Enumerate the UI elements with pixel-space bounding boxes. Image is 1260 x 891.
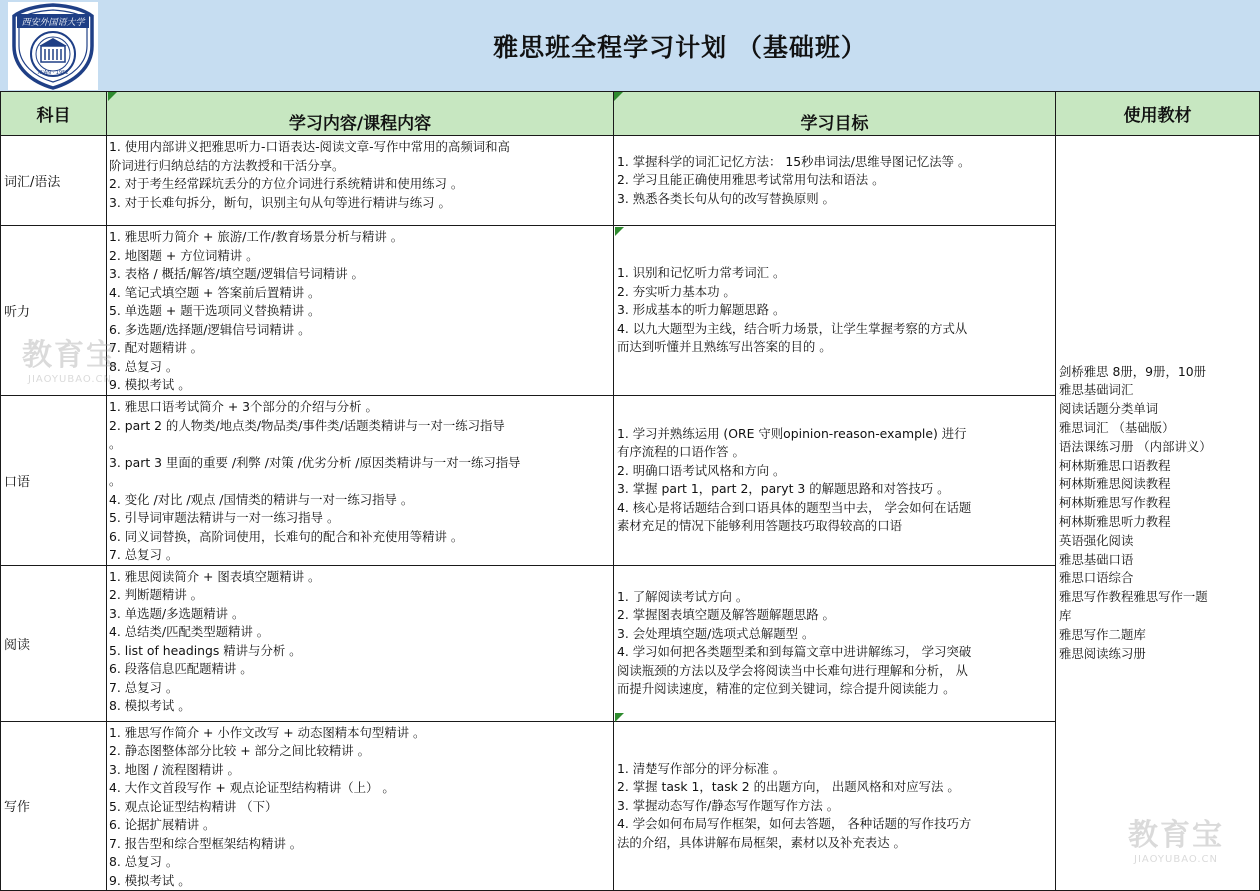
svg-text:XI'AN · 1952: XI'AN · 1952 xyxy=(37,70,69,76)
content-line: 3. 地图 / 流程图精讲 。 xyxy=(109,761,240,777)
goal-line: 3. 掌握 part 1，part 2，paryt 3 的解题思路和对答技巧 。 xyxy=(617,481,950,497)
goal-line: 2. 夯实听力基本功 。 xyxy=(617,283,736,299)
content-line: 1. 雅思写作简介 + 小作文改写 + 动态图精本句型精讲 。 xyxy=(109,724,426,740)
content-line: 4. 变化 /对比 /观点 /国情类的精讲与一对一练习指导 。 xyxy=(109,491,414,507)
goal-line: 而提升阅读速度，精准的定位到关键词，综合提升阅读能力 。 xyxy=(617,681,956,696)
header-materials: 使用教材 xyxy=(1056,92,1260,136)
goal-line: 1. 掌握科学的词汇记忆方法： 15秒串词法/思维导图记忆法等 。 xyxy=(617,153,971,169)
subject-cell: 写作 xyxy=(1,721,107,891)
content-line: 2. 地图题 + 方位词精讲 。 xyxy=(109,247,259,263)
header-subject: 科目 xyxy=(1,92,107,136)
goal-line: 1. 学习并熟练运用 (ORE 守则opinion-reason-example) 进行 xyxy=(617,425,967,441)
goal-line: 1. 了解阅读考试方向 。 xyxy=(617,588,749,604)
material-item: 雅思口语综合 xyxy=(1059,570,1134,586)
material-item: 柯林斯雅思口语教程 xyxy=(1059,457,1171,473)
content-line: 3. part 3 里面的重要 /利弊 /对策 /优劣分析 /原因类精讲与一对一练习指导 xyxy=(109,454,521,470)
content-line: 7. 总复习 。 xyxy=(109,679,179,695)
goal-line: 阅读瓶颈的方法以及学会将阅读当中长难句进行理解和分析， 从 xyxy=(617,662,968,678)
content-line: 1. 雅思阅读简介 + 图表填空题精讲 。 xyxy=(109,568,321,584)
header-content: 学习内容/课程内容 xyxy=(107,92,614,136)
university-emblem-icon xyxy=(8,2,98,90)
goal-line: 有序流程的口语作答 。 xyxy=(617,444,745,460)
content-line: 。 xyxy=(109,436,122,451)
goal-line: 4. 学习如何把各类题型柔和到每篇文章中进讲解练习， 学习突破 xyxy=(617,644,972,659)
subject-cell: 词汇/语法 xyxy=(1,136,107,226)
watermark: 教育宝 JIAOYUBAO.CN xyxy=(1128,818,1224,865)
goal-line: 2. 掌握图表填空题及解答题解题思路 。 xyxy=(617,607,835,622)
goal-line: 1. 识别和记忆听力常考词汇 。 xyxy=(617,265,786,281)
content-line: 6. 多选题/选择题/逻辑信号词精讲 。 xyxy=(109,321,311,337)
content-line: 9. 模拟考试 。 xyxy=(109,872,191,888)
material-item: 雅思阅读练习册 xyxy=(1059,645,1146,661)
subject-cell: 口语 xyxy=(1,396,107,566)
content-line: 8. 总复习 。 xyxy=(109,358,179,374)
goals-cell xyxy=(614,136,1056,226)
content-line: 3. 表格 / 概括/解答/填空题/逻辑信号词精讲 。 xyxy=(109,266,364,281)
title-banner xyxy=(0,0,1260,91)
goal-line: 而达到听懂并且熟练写出答案的目的 。 xyxy=(617,339,832,355)
goal-line: 1. 清楚写作部分的评分标准 。 xyxy=(617,760,786,776)
content-line: 3. 单选题/多选题精讲 。 xyxy=(109,605,245,621)
cell-marker-icon xyxy=(108,92,117,101)
goal-line: 3. 会处理填空题/选项式总解题型 。 xyxy=(617,625,815,641)
content-line: 2. 判断题精讲 。 xyxy=(109,587,204,602)
content-cell xyxy=(107,565,614,721)
goal-line: 4. 学会如何布局写作框架，如何去答题， 各种话题的写作技巧方 xyxy=(617,816,972,831)
material-item: 语法课练习册 （内部讲义） xyxy=(1059,438,1212,454)
material-item: 阅读话题分类单词 xyxy=(1059,401,1159,417)
content-line: 。 xyxy=(109,473,122,488)
material-item: 剑桥雅思 8册，9册，10册 xyxy=(1059,363,1206,379)
content-line: 3. 对于长难句拆分，断句，识别主句从句等进行精讲与练习 。 xyxy=(109,194,451,210)
cell-marker-icon xyxy=(615,227,624,236)
content-line: 8. 模拟考试 。 xyxy=(109,698,191,713)
material-item: 雅思写作教程雅思写作一题 xyxy=(1059,589,1208,605)
content-line: 1. 雅思听力简介 + 旅游/工作/教育场景分析与精讲 。 xyxy=(109,229,404,244)
watermark: 教育宝 JIAOYUBAO.CN xyxy=(22,338,118,385)
material-item: 雅思基础词汇 xyxy=(1059,382,1134,398)
content-line: 2. 静态图整体部分比较 + 部分之间比较精讲 。 xyxy=(109,743,370,758)
goal-line: 法的介绍，具体讲解布局框架，素材以及补充表达 。 xyxy=(617,834,906,850)
content-line: 5. 观点论证型结构精讲 （下） xyxy=(109,798,278,814)
logo-lettering: 西安外国语大学 xyxy=(21,18,85,28)
goal-line: 3. 形成基本的听力解题思路 。 xyxy=(617,302,786,318)
goals-cell xyxy=(614,721,1056,891)
content-line: 6. 论据扩展精讲 。 xyxy=(109,817,216,832)
material-item: 雅思基础口语 xyxy=(1059,551,1134,567)
content-line: 7. 配对题精讲 。 xyxy=(109,340,204,355)
study-plan-table xyxy=(0,91,1260,891)
content-line: 2. 对于考生经常踩坑丢分的方位介词进行系统精讲和使用练习 。 xyxy=(109,176,464,191)
page-title: 雅思班全程学习计划 （基础班） xyxy=(493,32,867,62)
content-cell xyxy=(107,396,614,566)
content-line: 1. 使用内部讲义把雅思听力-口语表达-阅读文章-写作中常用的高频词和高 xyxy=(109,139,510,154)
goals-cell xyxy=(614,226,1056,396)
table-header-row xyxy=(1,92,1260,136)
content-line: 5. 引导词审题法精讲与一对一练习指导 。 xyxy=(109,510,340,525)
material-item: 柯林斯雅思写作教程 xyxy=(1059,495,1171,511)
subject-cell: 阅读 xyxy=(1,565,107,721)
content-line: 1. 雅思口语考试简介 + 3个部分的介绍与分析 。 xyxy=(109,399,378,414)
content-line: 2. part 2 的人物类/地点类/物品类/事件类/话题类精讲与一对一练习指导 xyxy=(109,417,505,433)
university-logo xyxy=(8,2,98,90)
material-item: 雅思词汇 （基础版） xyxy=(1059,420,1175,436)
goals-cell xyxy=(614,396,1056,566)
goals-cell xyxy=(614,565,1056,721)
goal-line: 2. 掌握 task 1，task 2 的出题方向， 出题风格和对应写法 。 xyxy=(617,779,960,794)
material-item: 柯林斯雅思听力教程 xyxy=(1059,514,1171,529)
content-line: 6. 段落信息匹配题精讲 。 xyxy=(109,661,253,676)
cell-marker-icon xyxy=(614,92,623,101)
goal-line: 4. 以九大题型为主线，结合听力场景，让学生掌握考察的方式从 xyxy=(617,320,968,336)
goal-line: 3. 熟悉各类长句从句的改写替换原则 。 xyxy=(617,190,835,206)
goal-line: 4. 核心是将话题结合到口语具体的题型当中去， 学会如何在话题 xyxy=(617,499,972,515)
subject-cell: 听力 xyxy=(1,226,107,396)
material-item: 雅思写作二题库 xyxy=(1059,626,1146,642)
content-line: 5. 单选题 + 题干选项同义替换精讲 。 xyxy=(109,303,321,318)
content-line: 4. 总结类/匹配类型题精讲 。 xyxy=(109,624,270,639)
content-line: 阶词进行归纳总结的方法教授和干活分享。 xyxy=(109,157,345,173)
content-cell xyxy=(107,721,614,891)
content-line: 6. 同义词替换，高阶词使用，长难句的配合和补充使用等精讲 。 xyxy=(109,528,464,544)
content-line: 5. list of headings 精讲与分析 。 xyxy=(109,642,302,658)
header-goals: 学习目标 xyxy=(614,92,1056,136)
goal-line: 3. 掌握动态写作/静态写作题写作方法 。 xyxy=(617,797,840,813)
content-line: 7. 总复习 。 xyxy=(109,547,179,562)
goal-line: 2. 明确口语考试风格和方向 。 xyxy=(617,462,786,478)
goal-line: 素材充足的情况下能够利用答题技巧取得较高的口语 xyxy=(617,518,902,534)
content-line: 4. 笔记式填空题 + 答案前后置精讲 。 xyxy=(109,284,321,300)
content-line: 7. 报告型和综合型框架结构精讲 。 xyxy=(109,835,303,851)
table-row xyxy=(1,136,1260,226)
content-line: 4. 大作文首段写作 + 观点论证型结构精讲（上） 。 xyxy=(109,780,395,795)
material-item: 英语强化阅读 xyxy=(1059,532,1134,548)
content-cell xyxy=(107,136,614,226)
materials-cell xyxy=(1056,136,1260,891)
cell-marker-icon xyxy=(615,713,624,722)
content-cell xyxy=(107,226,614,396)
content-line: 9. 模拟考试 。 xyxy=(109,377,191,392)
material-item: 库 xyxy=(1059,607,1072,623)
goal-line: 2. 学习且能正确使用雅思考试常用句法和语法 。 xyxy=(617,172,885,188)
content-line: 8. 总复习 。 xyxy=(109,854,179,869)
material-item: 柯林斯雅思阅读教程 xyxy=(1059,476,1171,492)
